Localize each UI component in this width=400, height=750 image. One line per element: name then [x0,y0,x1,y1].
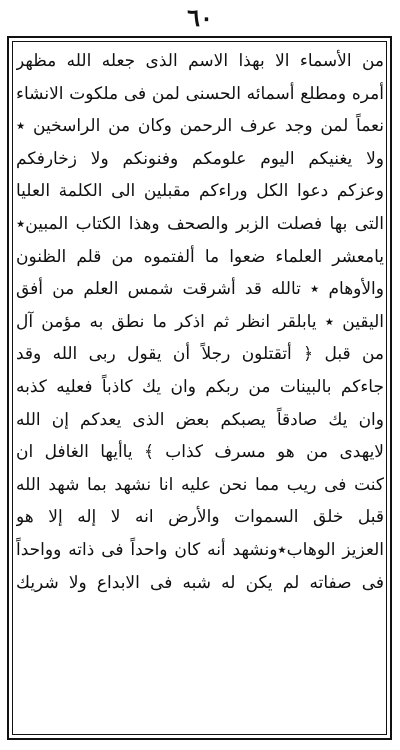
text-line: أمره ومطلع أسمائه الحسنى لمن فى ملكوت الانشاء [16,83,384,104]
text-line: وان يك صادقاً يصبكم بعض الذى يعدكم إن الله [16,409,384,430]
text-line: التى بها فصلت الزبر والصحف وهذا الكتاب المبين٭ [16,213,384,234]
text-line: كنت فى ريب مما نحن عليه انا نشهد بما شهد الله [16,474,384,495]
text-line: ولا يغنيكم اليوم علومكم وفنونكم ولا زخارفكم [16,148,384,169]
text-line: والأوهام ٭ تالله قد أشرقت شمس العلم من أفق [16,279,384,300]
text-line: من قبل ﴿ أتقتلون رجلاً أن يقول ربى الله وقد [16,344,384,365]
text-line: قبل خلق السموات والأرض انه لا إله إلا هو [16,507,384,528]
text-line: اليقين ٭ يابلقر انظر ثم اذكر ما نطق به مؤمن آل [16,311,384,332]
text-line: العزيز الوهاب٭ونشهد أنه كان واحداً فى ذاته وواحداً [16,539,384,560]
text-line: نعماً لمن وجد عرف الرحمن وكان من الراسخين ٭ [16,116,384,137]
text-line: من الأسماء الا بهذا الاسم الذى جعله الله مظهر [16,51,384,71]
text-block [16,45,384,730]
text-line: وعزكم دعوا الكل وراءكم مقبلين الى الكلمة العليا [16,181,384,202]
text-line: لايهدى من هو مسرف كذاب ﴾ ياأيها الغافل ان [16,442,384,463]
text-line: يامعشر العلماء ضعوا ما ألفتموه من قلم الظنون [16,246,384,267]
text-line: جاءكم بالبينات من ربكم وان يك كاذباً فعليه كذبه [16,376,384,397]
text-line: فى صفاته لم يكن له شبه فى الابداع ولا شريك [16,572,384,593]
page-number: ٦٠ [187,3,213,32]
